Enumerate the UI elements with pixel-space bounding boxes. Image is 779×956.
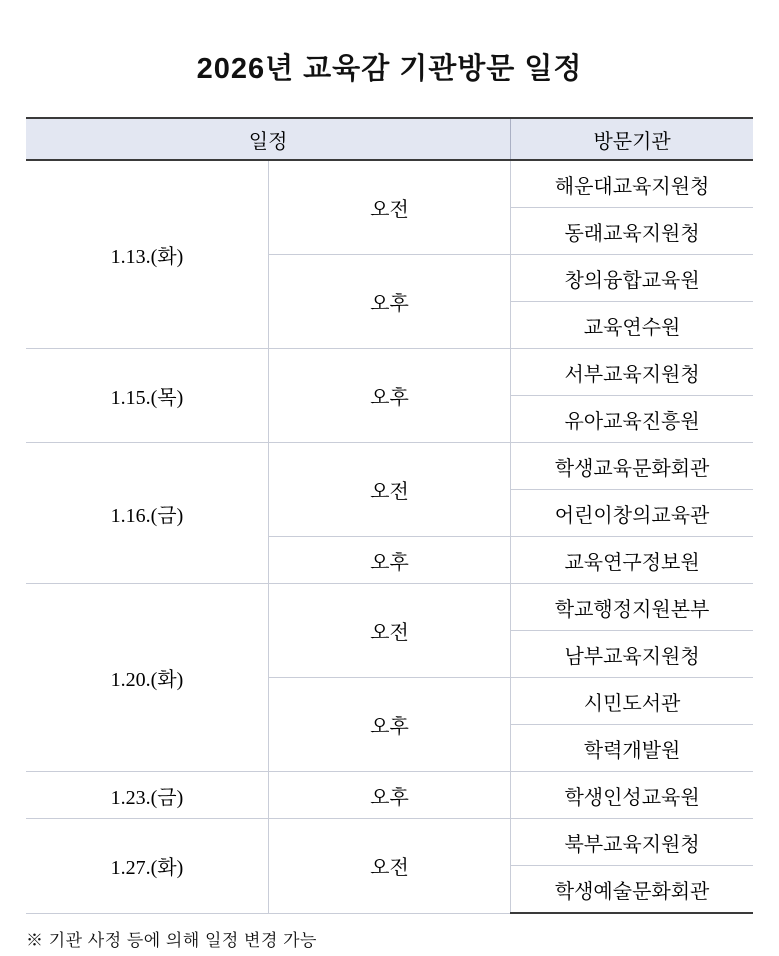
- cell-organization: 학력개발원: [511, 725, 753, 772]
- cell-time: 오전: [268, 160, 510, 255]
- cell-organization: 학생인성교육원: [511, 772, 753, 819]
- table-row: [26, 772, 753, 819]
- cell-date: 1.16.(금): [26, 443, 268, 584]
- page-title: 2026년 교육감 기관방문 일정: [196, 53, 583, 85]
- cell-organization: 학생예술문화회관: [511, 866, 753, 914]
- cell-time: 오후: [268, 678, 510, 772]
- cell-organization: 남부교육지원청: [511, 631, 753, 678]
- cell-organization: 학교행정지원본부: [511, 584, 753, 631]
- column-header-schedule: 일정: [26, 118, 511, 160]
- cell-time: 오전: [268, 584, 510, 678]
- cell-organization: 서부교육지원청: [511, 349, 753, 396]
- cell-date: 1.15.(목): [26, 349, 268, 443]
- cell-organization: 동래교육지원청: [511, 208, 753, 255]
- table-row: [26, 349, 753, 396]
- cell-date: 1.27.(화): [26, 819, 268, 914]
- cell-organization: 교육연수원: [511, 302, 753, 349]
- cell-time: 오전: [268, 819, 510, 914]
- cell-time: 오전: [268, 443, 510, 537]
- table-row: [26, 443, 753, 490]
- cell-organization: 시민도서관: [511, 678, 753, 725]
- cell-date: 1.13.(화): [26, 160, 268, 349]
- cell-organization: 해운대교육지원청: [511, 160, 753, 208]
- cell-time: 오후: [268, 349, 510, 443]
- table-body: [26, 160, 753, 913]
- cell-organization: 교육연구정보원: [511, 537, 753, 584]
- cell-date: 1.23.(금): [26, 772, 268, 819]
- cell-date: 1.20.(화): [26, 584, 268, 772]
- cell-organization: 창의융합교육원: [511, 255, 753, 302]
- footnote: ※ 기관 사정 등에 의해 일정 변경 가능: [26, 931, 317, 950]
- cell-time: 오후: [268, 255, 510, 349]
- cell-organization: 북부교육지원청: [511, 819, 753, 866]
- cell-organization: 학생교육문화회관: [511, 443, 753, 490]
- visit-schedule-table: [26, 117, 753, 914]
- table-row: [26, 819, 753, 866]
- table-header: [26, 118, 753, 160]
- table-row: [26, 160, 753, 208]
- cell-organization: 어린이창의교육관: [511, 490, 753, 537]
- cell-organization: 유아교육진흥원: [511, 396, 753, 443]
- column-header-organization: 방문기관: [511, 118, 753, 160]
- table-row: [26, 584, 753, 631]
- cell-time: 오후: [268, 537, 510, 584]
- table-header-row: [26, 118, 753, 160]
- cell-time: 오후: [268, 772, 510, 819]
